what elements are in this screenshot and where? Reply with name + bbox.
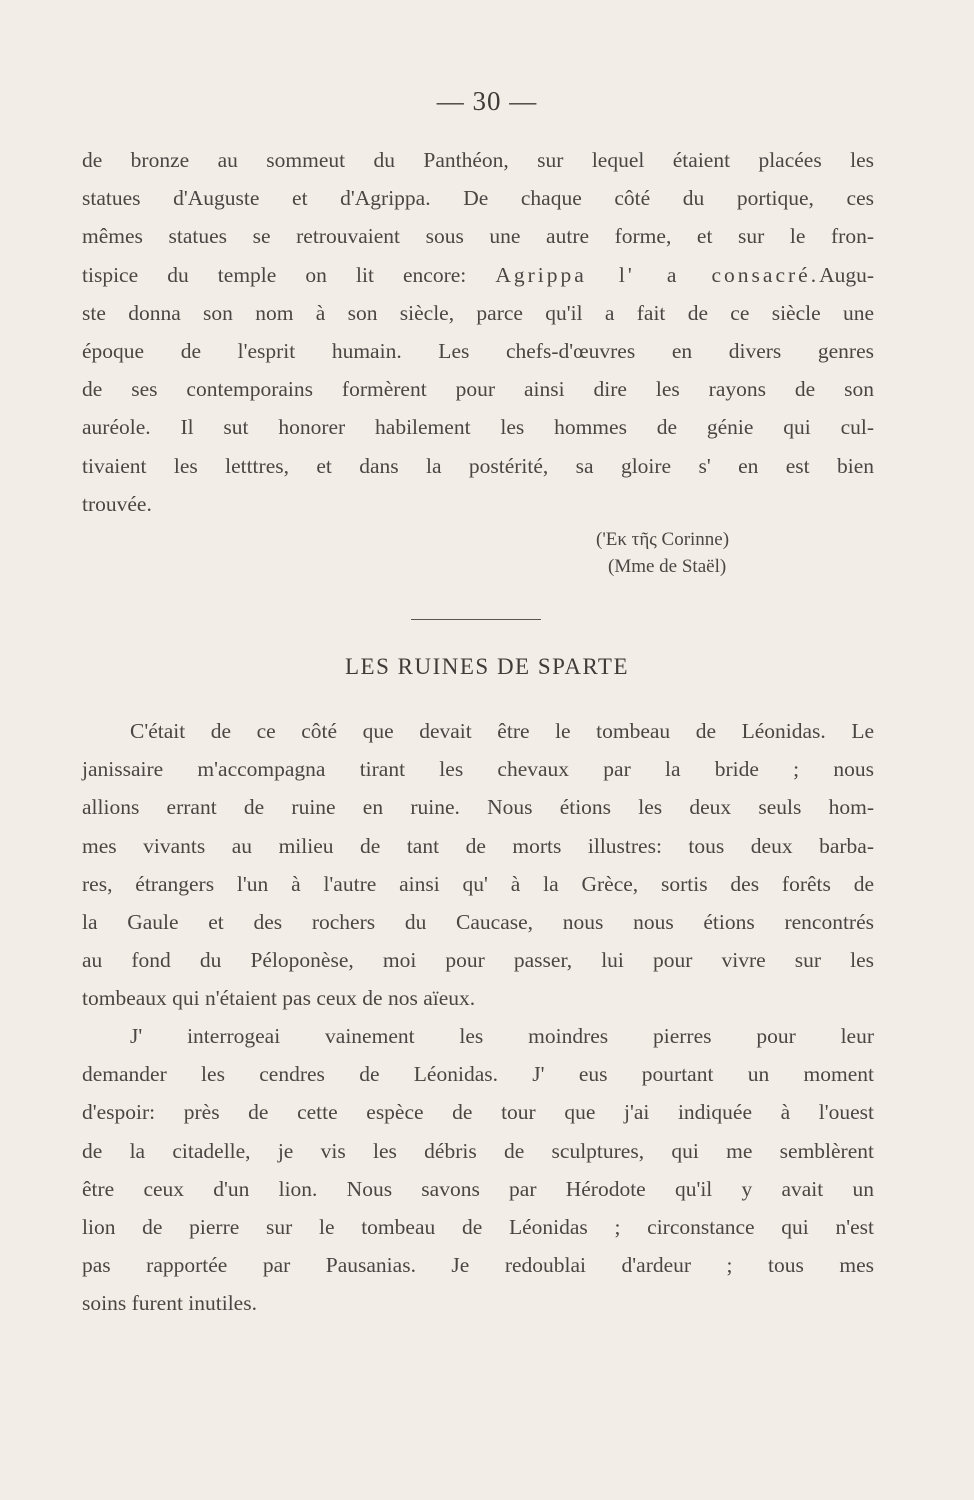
text-line: demander les cendres de Léonidas. J' eus pourtant un moment <box>82 1062 874 1087</box>
text-line-start: tispice du temple on lit encore: <box>82 262 467 287</box>
inscription-text: Agrippa l' a consacré. <box>495 262 820 287</box>
citation-source: ('Εκ τῆς Corinne) <box>596 529 730 550</box>
text-line: lion de pierre sur le tombeau de Léonidas ; circonstance qui n'est <box>82 1214 874 1239</box>
text-line-tail: Augu- <box>819 262 875 287</box>
section-divider <box>411 619 541 620</box>
paragraph-sparta <box>82 712 874 1018</box>
text-line: mêmes statues se retrouvaient sous une autre forme, et sur le fron- <box>82 224 874 249</box>
text-line-inscription <box>82 256 874 294</box>
section-title: LES RUINES DE SPARTE <box>345 654 629 679</box>
text-line: époque de l'esprit humain. Les chefs-d'œuvres en divers genres <box>82 338 874 363</box>
text-line: être ceux d'un lion. Nous savons par Hérodote qu'il y avait un <box>82 1176 874 1201</box>
text-line: res, étrangers l'un à l'autre ainsi qu' à la Grèce, sortis des forêts de <box>82 871 874 896</box>
text-line: pas rapportée par Pausanias. Je redoublai d'ardeur ; tous mes <box>82 1253 874 1278</box>
text-line: de la citadelle, je vis les débris de sculptures, qui me semblèrent <box>82 1138 874 1163</box>
citation-author: (Mme de Staël) <box>608 556 727 577</box>
text-line: au fond du Péloponèse, moi pour passer, lui pour vivre sur les <box>82 948 874 973</box>
text-line: soins furent inutiles. <box>82 1291 257 1316</box>
text-line: auréole. Il sut honorer habilement les hommes de génie qui cul- <box>82 415 874 440</box>
text-line: trouvée. <box>82 491 152 516</box>
text-line: janissaire m'accompagna tirant les chevaux par la bride ; nous <box>82 757 874 782</box>
page-number: — 30 — <box>436 86 538 116</box>
text-line: la Gaule et des rochers du Caucase, nous nous étions rencontrés <box>82 909 874 934</box>
paragraph-pantheon <box>82 141 874 523</box>
text-line: C'était de ce côté que devait être le tombeau de Léonidas. Le <box>130 719 874 743</box>
text-line: d'espoir: près de cette espèce de tour que j'ai indiquée à l'ouest <box>82 1100 874 1125</box>
text-line: mes vivants au milieu de tant de morts illustres: tous deux barba- <box>82 833 874 858</box>
text-line: statues d'Auguste et d'Agrippa. De chaque côté du portique, ces <box>82 186 874 211</box>
text-line: tivaient les letttres, et dans la postérité, sa gloire s' en est bien <box>82 453 874 478</box>
text-line: ste donna son nom à son siècle, parce qu'il a fait de ce siècle une <box>82 300 874 325</box>
paragraph-leonidas <box>82 1017 874 1323</box>
citation <box>596 526 816 580</box>
text-line: allions errant de ruine en ruine. Nous étions les deux seuls hom- <box>82 795 874 820</box>
text-line: J' interrogeai vainement les moindres pierres pour leur <box>130 1024 874 1048</box>
text-line: de bronze au sommeut du Panthéon, sur lequel étaient placées les <box>82 148 874 172</box>
text-line: tombeaux qui n'étaient pas ceux de nos aïeux. <box>82 986 476 1011</box>
text-line: de ses contemporains formèrent pour ainsi dire les rayons de son <box>82 377 874 402</box>
